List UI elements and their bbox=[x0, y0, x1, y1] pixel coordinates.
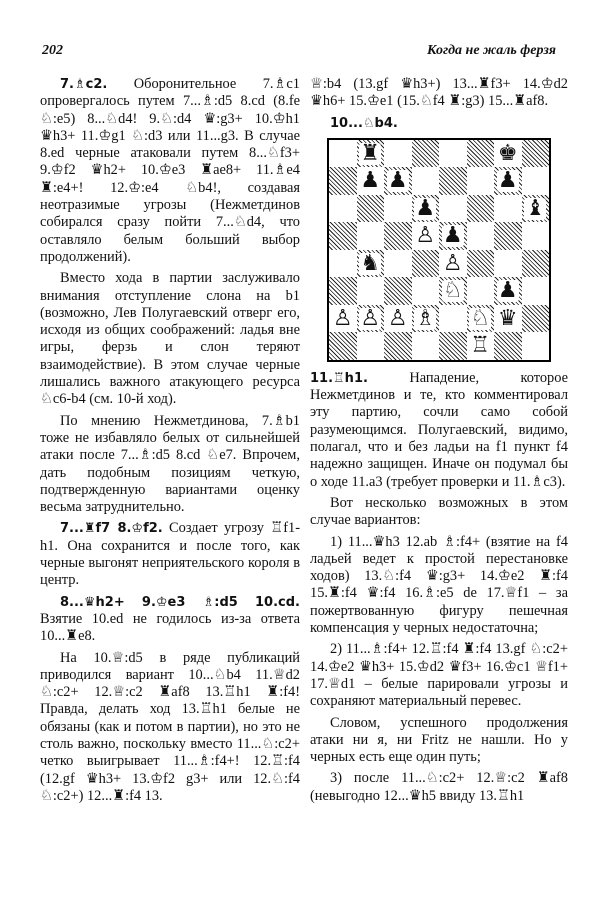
board-square bbox=[384, 250, 412, 278]
board-square bbox=[494, 195, 522, 223]
chess-piece: ♞ bbox=[360, 250, 381, 276]
chess-piece: ♟ bbox=[497, 168, 518, 194]
board-square bbox=[357, 277, 385, 305]
paragraph bbox=[40, 413, 300, 517]
board-square bbox=[412, 250, 440, 278]
paragraph bbox=[310, 76, 568, 111]
move-notation: 7.♗c2. bbox=[60, 77, 108, 92]
paragraph-text: ♕:b4 (13.gf ♛h3+) 13...♜f3+ 14.♔d2 ♛h6+ 15.♔e1 (15.♘f4 ♜:g3) 15...♜af8. bbox=[310, 76, 568, 110]
board-square bbox=[384, 277, 412, 305]
chess-piece: ♟ bbox=[442, 223, 463, 249]
board-square bbox=[494, 250, 522, 278]
board-square bbox=[329, 140, 357, 168]
board-square bbox=[384, 332, 412, 360]
paragraph bbox=[310, 715, 568, 767]
paragraph bbox=[40, 76, 300, 266]
chess-piece: ♟ bbox=[415, 195, 436, 221]
paragraph bbox=[310, 641, 568, 710]
chess-piece: ♛ bbox=[497, 305, 518, 331]
board-square bbox=[494, 305, 522, 333]
paragraph bbox=[40, 594, 300, 646]
chess-piece: ♜ bbox=[360, 140, 381, 166]
board-square bbox=[494, 167, 522, 195]
board-square bbox=[439, 167, 467, 195]
paragraph-text: Нападение, которое Нежметдинов и те, кто комментировал эту партию, сочли само собой разумеющимся. Полугаевский, видимо, полагал, что и без ладьи на f1 пункт f4 надежно защищен. Иначе он подумал бы о ходе 11.a3 (требует проверки и 11.♗c3). bbox=[310, 369, 568, 490]
board-square bbox=[329, 332, 357, 360]
board-square bbox=[439, 222, 467, 250]
board-square bbox=[329, 305, 357, 333]
board-square bbox=[467, 222, 495, 250]
board-square bbox=[412, 332, 440, 360]
board-square bbox=[357, 167, 385, 195]
board-square bbox=[494, 332, 522, 360]
chess-piece: ♟ bbox=[387, 168, 408, 194]
board-square bbox=[384, 305, 412, 333]
paragraph-text: Словом, успешного продолжения атаки ни я, ни Fritz не нашли. Но у черных есть еще один путь; bbox=[310, 714, 568, 766]
board-square bbox=[412, 167, 440, 195]
board-square bbox=[494, 277, 522, 305]
board-square bbox=[329, 195, 357, 223]
paragraph bbox=[310, 370, 568, 491]
board-square bbox=[357, 140, 385, 168]
page-header bbox=[42, 43, 556, 63]
board-square bbox=[357, 305, 385, 333]
board-square bbox=[384, 222, 412, 250]
board-square bbox=[522, 277, 550, 305]
chess-piece: ♟ bbox=[497, 278, 518, 304]
chess-piece: ♙ bbox=[360, 305, 381, 331]
move-notation: 11.♖h1. bbox=[310, 370, 368, 386]
chess-piece: ♝ bbox=[525, 195, 546, 221]
chess-diagram bbox=[327, 138, 551, 362]
paragraph bbox=[310, 115, 568, 132]
board-square bbox=[329, 222, 357, 250]
chess-piece: ♙ bbox=[415, 223, 436, 249]
board-square bbox=[522, 167, 550, 195]
board-square bbox=[412, 305, 440, 333]
board-square bbox=[522, 140, 550, 168]
chess-piece: ♟ bbox=[360, 168, 381, 194]
chess-piece: ♚ bbox=[497, 140, 518, 166]
paragraph bbox=[40, 270, 300, 408]
chess-piece: ♙ bbox=[387, 305, 408, 331]
board-square bbox=[494, 222, 522, 250]
chess-piece: ♗ bbox=[415, 305, 436, 331]
paragraph-text: 3) после 11...♘:c2+ 12.♕:c2 ♜af8 (невыгодно 12...♛h5 ввиду 13.♖h1 bbox=[310, 770, 568, 804]
paragraph-text: Оборонительное 7.♗c1 опровергалось путем 7...♗:d5 8.cd (8.fe ♘:e5) 8...♘d4! 9.♘:d4 ♛:g3+ 10.♔h1 ♛h3+ 11.♔g1 ♘:d3 или 11...g3. В случае 8.ed черные атаковали путем 8...♘f3+ 9.♔f2 ♛h2+ 10.♔e3 ♜ae8+ 11.♗e4 ♜:e4+! 12.♔:e4 ♘b4!, создавая неотразимые угрозы (Нежметдинов собирался сразу пойти 7...♘d4, что оставляло белым больший выбор продолжений). bbox=[40, 76, 300, 265]
board-square bbox=[412, 140, 440, 168]
board-square bbox=[384, 195, 412, 223]
left-column bbox=[40, 76, 300, 809]
paragraph bbox=[310, 770, 568, 805]
board-square bbox=[494, 140, 522, 168]
chess-board bbox=[329, 140, 549, 360]
move-notation: 8...♛h2+ 9.♔e3 ♗:d5 10.cd. bbox=[60, 594, 300, 610]
chess-piece: ♙ bbox=[442, 250, 463, 276]
paragraph-text: По мнению Нежметдинова, 7.♗b1 тоже не избавляло белых от сильнейшей атаки после 7...♗:d5 8.cd ♘e7. Впрочем, дать подобным позициям четкую, подтвержденную вариантами оценку весьма затруднительно. bbox=[40, 412, 300, 516]
chess-piece: ♖ bbox=[470, 333, 491, 359]
board-square bbox=[439, 305, 467, 333]
board-square bbox=[467, 195, 495, 223]
paragraph-text: 2) 11...♗:f4+ 12.♖:f4 ♜:f4 13.gf ♘:c2+ 14.♔e2 ♛h3+ 15.♔d2 ♛f3+ 16.♔c1 ♕f1+ 17.♕d1 – белые парировали угрозы и сохраняют материальный перевес. bbox=[310, 641, 568, 710]
chess-piece: ♙ bbox=[332, 305, 353, 331]
board-square bbox=[439, 140, 467, 168]
paragraph bbox=[310, 495, 568, 530]
paragraph bbox=[40, 650, 300, 806]
paragraph-text: Создает угрозу ♖f1-h1. Она сохранится и после того, как черные выгонят неприятельского короля в центр. bbox=[40, 520, 300, 589]
paragraph-text: Вместо хода в партии заслуживало внимания отступление слона на b1 (возможно, Лев Полугаевский отверг его, исходя из общих соображений: ладья вне игры, ферзь и слон теряют взаимодействие). В этом случае черные лишались важного атакующего ресурса ♘c6-b4 (см. 10-й ход). bbox=[40, 270, 300, 408]
paragraph bbox=[40, 520, 300, 589]
board-square bbox=[357, 332, 385, 360]
board-square bbox=[467, 167, 495, 195]
move-notation: 10...♘b4. bbox=[330, 115, 398, 131]
board-square bbox=[357, 250, 385, 278]
board-square bbox=[522, 332, 550, 360]
board-square bbox=[467, 305, 495, 333]
board-square bbox=[439, 332, 467, 360]
board-square bbox=[329, 250, 357, 278]
chess-piece: ♘ bbox=[470, 305, 491, 331]
paragraph bbox=[310, 534, 568, 638]
page-number: 202 bbox=[42, 43, 63, 58]
board-square bbox=[467, 250, 495, 278]
board-square bbox=[522, 222, 550, 250]
paragraph-text: На 10.♕:d5 в ряде публикаций приводился вариант 10...♘b4 11.♕d2 ♘:c2+ 12.♕:c2 ♜af8 13.♖h1 ♜:f4! Правда, делать ход 13.♖h1 белые не обязаны (как и потом в партии), но это не столь важно, поскольку вместо 11...♘:c2+ четко выигрывает 11...♗:f4+! 12.♖:f4 (12.gf ♛h3+ 13.♔f2 g3+ или 12.♘:f4 ♘:c2+) 12...♜:f4 13. bbox=[40, 649, 300, 804]
chess-piece: ♘ bbox=[442, 278, 463, 304]
board-square bbox=[412, 277, 440, 305]
board-square bbox=[384, 140, 412, 168]
paragraph-text: Вот несколько возможных в этом случае вариантов: bbox=[310, 494, 568, 529]
board-square bbox=[467, 332, 495, 360]
board-square bbox=[384, 167, 412, 195]
board-square bbox=[467, 277, 495, 305]
running-title: Когда не жаль ферзя bbox=[426, 43, 556, 58]
board-square bbox=[357, 195, 385, 223]
board-square bbox=[439, 250, 467, 278]
move-notation: 7...♜f7 8.♔f2. bbox=[60, 521, 163, 537]
paragraph-text: 1) 11...♛h3 12.ab ♗:f4+ (взятие на f4 ладьей ведет к простой перестановке ходов) 13.♘:f4 ♛:g3+ 14.♔e2 ♜:f4 15.♜:f4 ♛:f4 16.♗:e5 de 17.♕f1 – за пожертвованную фигуру пешечная компенсация у черных недостаточна; bbox=[310, 533, 568, 637]
board-square bbox=[439, 195, 467, 223]
board-square bbox=[522, 250, 550, 278]
board-square bbox=[329, 277, 357, 305]
board-square bbox=[412, 195, 440, 223]
right-column bbox=[310, 76, 568, 809]
board-square bbox=[439, 277, 467, 305]
board-square bbox=[329, 167, 357, 195]
board-square bbox=[412, 222, 440, 250]
board-square bbox=[467, 140, 495, 168]
board-square bbox=[357, 222, 385, 250]
board-square bbox=[522, 305, 550, 333]
board-square bbox=[522, 195, 550, 223]
paragraph-text: Взятие 10.ed не годилось из-за ответа 10...♜e8. bbox=[40, 610, 300, 645]
